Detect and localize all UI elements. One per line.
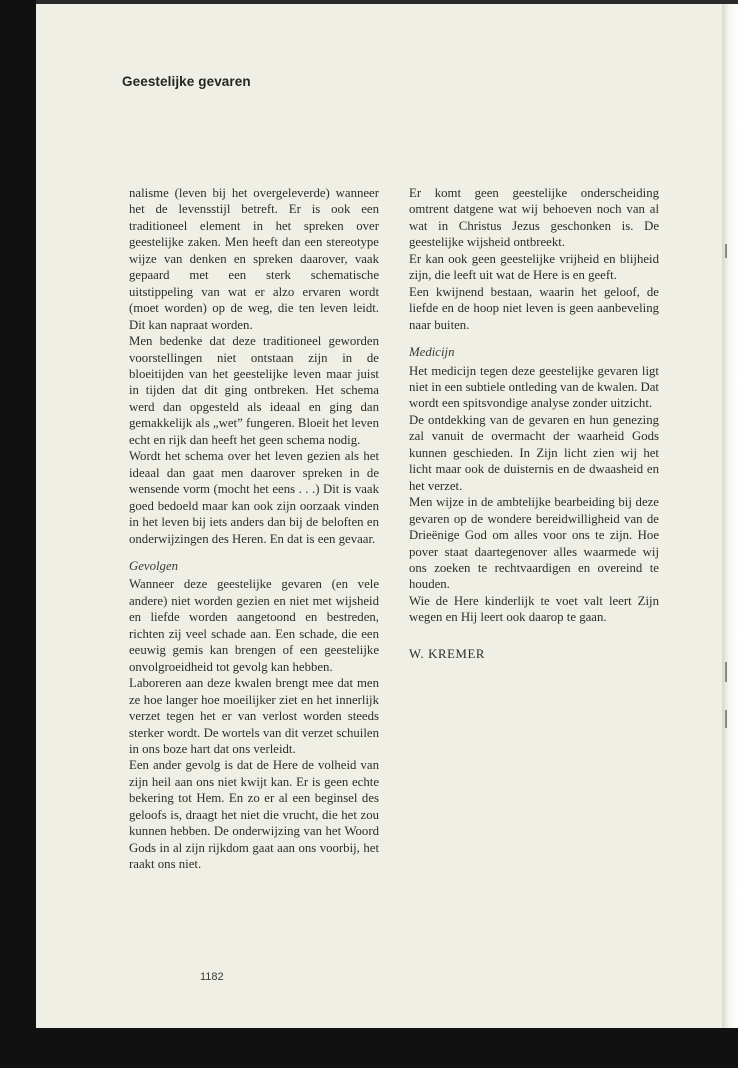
paragraph: Wie de Here kinderlijk te voet valt leert Zijn wegen en Hij leert ook daarop te gaan. (409, 593, 659, 625)
page-number: 1182 (200, 971, 224, 983)
paragraph: Een ander gevolg is dat de Here de volheid van zijn heil aan ons niet kwijt kan. Er is geen echte bekering tot Hem. En zo er al een beginsel des geloofs is, draagt het niet die vrucht, die het zou kunnen hebben. De onderwijzing van het Woord Gods in al zijn rijkdom gaat aan ons voorbij, het raakt ons niet. (129, 758, 379, 872)
paragraph: Wordt het schema over het leven gezien als het ideaal dan gaat men daarover spreken in de wensende vorm (mocht het eens . . .) Dit is vaak goed bedoeld maar kan ook zijn oorzaak vinden in het leven bij iets anders dan bij de beloften en onderwijzingen des Heren. En dat is een gevaar. (129, 449, 379, 546)
right-column (409, 185, 659, 662)
binding-mark (725, 710, 727, 728)
paragraph: De ontdekking van de gevaren en hun genezing zal vanuit de overmacht der waarheid Gods kunnen geschieden. In Zijn licht zien wij het licht maar ook de duisternis en de dwaasheid en het verzet. (409, 412, 659, 493)
binding-mark (725, 244, 727, 258)
paragraph: Men wijze in de ambtelijke bearbeiding bij deze gevaren op de wondere bereidwilligheid van de Drieënige God om alles voor ons te zijn. Hoe pover staat daartegenover alles waarmede wij ons zoeken te rechtvaardigen en overeind te houden. (409, 495, 659, 592)
paragraph: Er komt geen geestelijke onderscheiding omtrent datgene wat wij behoeven noch van al wat in Christus Jezus geschonken is. De geestelijke wijsheid ontbreekt. (409, 186, 659, 250)
running-header: Geestelijke gevaren (122, 74, 251, 89)
paragraph: Er kan ook geen geestelijke vrijheid en blijheid zijn, die leeft uit wat de Here is en geeft. (409, 251, 659, 283)
paragraph: Een kwijnend bestaan, waarin het geloof, de liefde en de hoop niet leven is geen aanbeveling naar buiten. (409, 284, 659, 332)
binding-mark (725, 662, 727, 682)
paragraph: nalisme (leven bij het overgeleverde) wanneer het de levensstijl betreft. Er is ook een traditioneel element in het spreken over geestelijke zaken. Men heeft dan een stereotype wijze van denken en spreken daarover, vaak gepaard met een sterk schematische uitstippeling van wat er alzo ervaren wordt (moet worden) op de weg, die ten leven leidt. Dit kan napraat worden. (129, 186, 379, 332)
author-signature: W. KREMER (409, 646, 486, 661)
scan-border-left (0, 0, 36, 1068)
left-column (129, 185, 379, 873)
scan-border-bottom (0, 1028, 738, 1068)
paragraph: Wanneer deze geestelijke gevaren (en vele andere) niet worden gezien en niet met wijsheid en liefde worden aangetoond en bestreden, richten zij veel schade aan. Een schade, die een eeuwig gemis kan brengen of een geestelijke onvolgroeidheid tot gevolg kan hebben. (129, 577, 379, 674)
section-heading-medicijn: Medicijn (409, 345, 455, 360)
paragraph: Men bedenke dat deze traditioneel geworden voorstellingen niet ontstaan zijn in de bloeitijden van het geestelijke leven maar juist in tijden dat dit ging ontbreken. Het schema werd dan opgesteld als ideaal en ging dan gemakkelijk als „wet” fungeren. Bloeit het leven echt en rijk dan heeft het geen schema nodig. (129, 334, 379, 447)
page-binding-edge (722, 4, 738, 1028)
paragraph: Laboreren aan deze kwalen brengt mee dat men ze hoe langer hoe moeilijker ziet en het innerlijk verzet tegen het er van verlost worden steeds sterker wordt. De wortels van dit verzet schuilen in ons boze hart dat ons verleidt. (129, 676, 379, 756)
paragraph: Het medicijn tegen deze geestelijke gevaren ligt niet in een subtiele ontleding van de kwalen. Dat wordt een spitsvondige analyse zonder uitzicht. (409, 363, 659, 411)
section-heading-gevolgen: Gevolgen (129, 558, 179, 573)
